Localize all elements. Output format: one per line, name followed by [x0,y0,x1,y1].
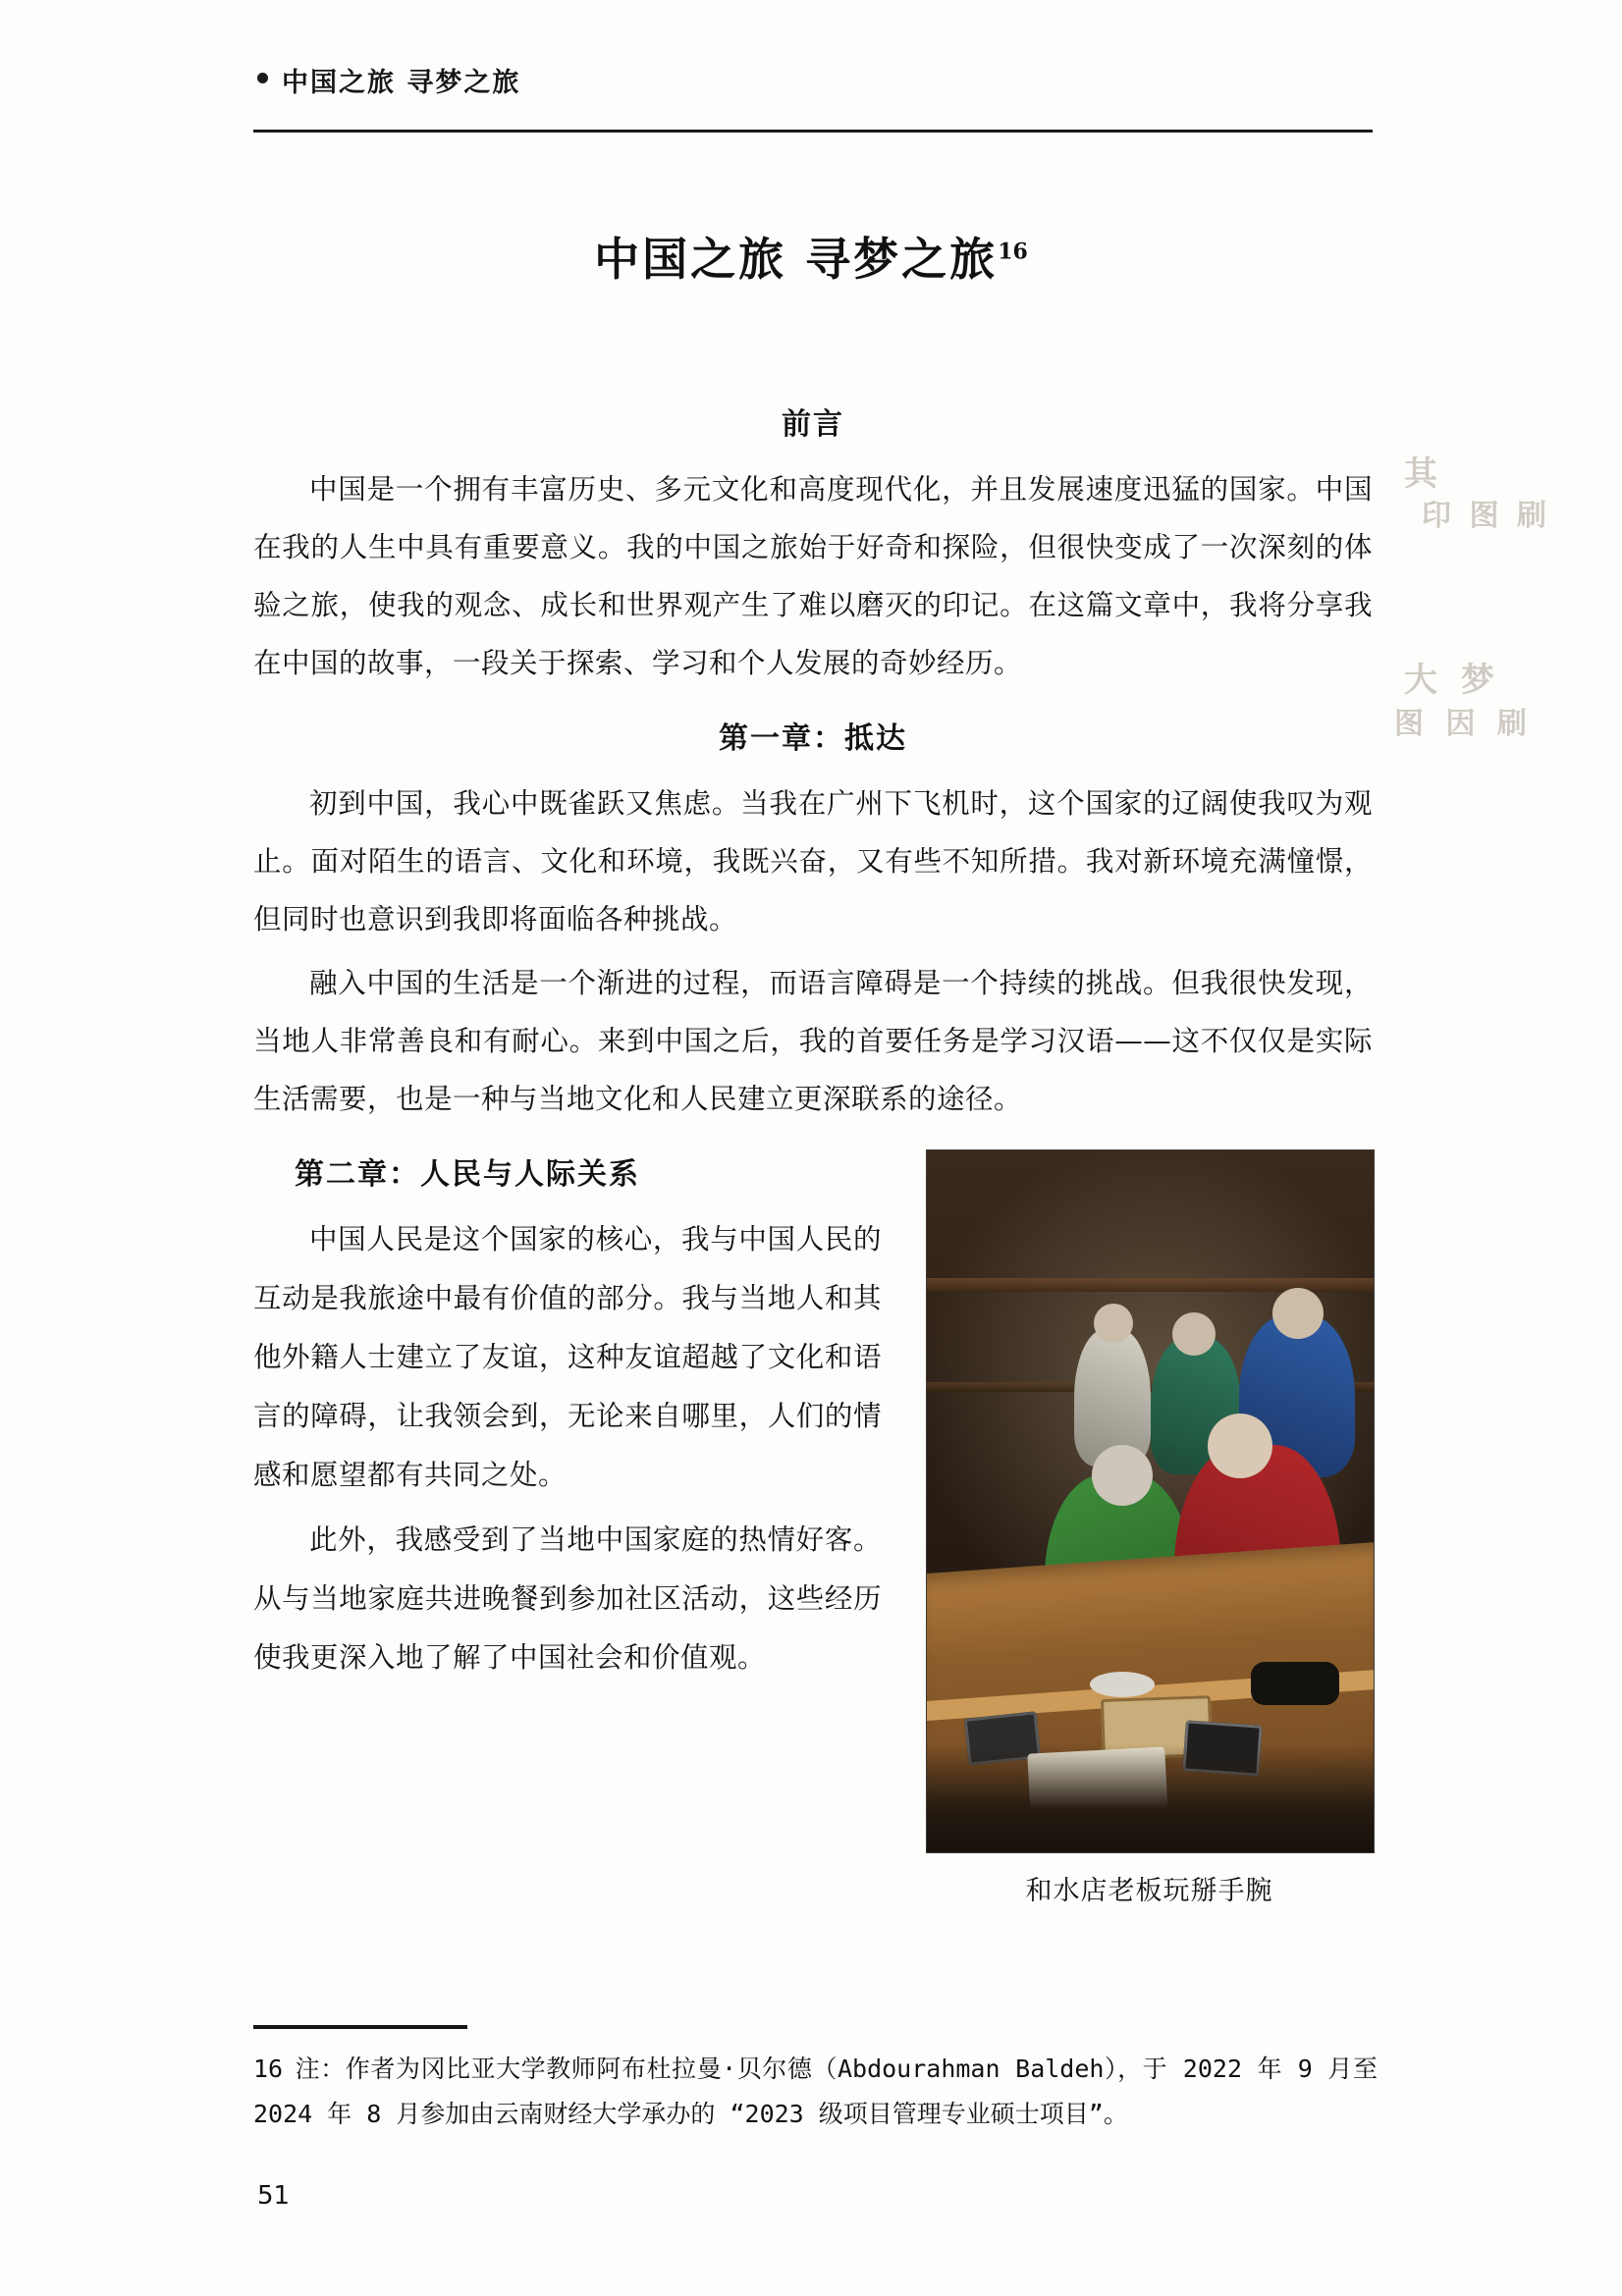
photo-person-middle-head [1172,1312,1216,1356]
photo-bag [1251,1662,1339,1705]
figure [926,1149,1373,1907]
section-heading-preface: 前言 [782,407,844,442]
footnote [253,2047,1378,2137]
article-body [253,378,1373,1906]
paragraph: 初到中国，我心中既雀跃又焦虑。当我在广州下飞机时，这个国家的辽阔使我叹为观止。面对陌生的语言、文化和环境，我既兴奋，又有些不知所措。我对新环境充满憧憬，但同时也意识到我即将面临各种挑战。 [253,787,1373,935]
page-title [0,224,1622,289]
photo-person-green-head [1092,1445,1153,1506]
figure-caption: 和水店老板玩掰手腕 [1025,1876,1273,1906]
bleed-artifact-2: 印 图 刷 [1422,499,1550,533]
paragraph: 中国是一个拥有丰富历史、多元文化和高度现代化，并且发展速度迅猛的国家。中国在我的人生中具有重要意义。我的中国之旅始于好奇和探险，但很快变成了一次深刻的体验之旅，使我的观念、成长和世界观产生了难以磨灭的印记。在这篇文章中，我将分享我在中国的故事，一段关于探索、学习和个人发展的奇妙经历。 [253,473,1373,679]
section-heading-chapter1: 第一章：抵达 [719,721,907,756]
bullet-icon [257,73,268,83]
footnote-text: 注：作者为冈比亚大学教师阿布杜拉曼·贝尔德（Abdourahman Baldeh），于 2022 年 9 月至 2024 年 8 月参加由云南财经大学承办的 “2023 级项目管理专业硕士项目”。 [253,2055,1378,2128]
running-header-text: 中国之旅 寻梦之旅 [282,68,521,98]
photo-person-standing-head [1094,1304,1133,1343]
bleed-artifact-3: 大 梦 [1404,661,1500,700]
title-footnote-marker: 16 [998,239,1028,265]
arm-wrestling-photo [926,1149,1375,1853]
left-column [253,1149,882,1687]
paragraph: 此外，我感受到了当地中国家庭的热情好客。从与当地家庭共进晚餐到参加社区活动，这些经历使我更深入地了解了中国社会和价值观。 [253,1523,882,1674]
footnote-divider [253,2025,467,2029]
header-divider [253,130,1373,133]
bleed-artifact-1: 其 [1404,454,1441,494]
text-with-figure-section [253,1149,1373,1906]
photo-ashtray [1090,1672,1155,1697]
photo-person-blue-head [1272,1288,1324,1339]
paragraph: 融入中国的生活是一个渐进的过程，而语言障碍是一个持续的挑战。但我很快发现，当地人非常善良和有耐心。来到中国之后，我的首要任务是学习汉语——这不仅仅是实际生活需要，也是一种与当地文化和人民建立更深联系的途径。 [253,967,1373,1115]
section-heading-chapter2: 第二章：人民与人际关系 [295,1157,640,1192]
running-header [257,61,520,99]
page-number: 51 [257,2181,291,2211]
paragraph: 中国人民是这个国家的核心，我与中国人民的互动是我旅途中最有价值的部分。我与当地人和其他外籍人士建立了友谊，这种友谊超越了文化和语言的障碍，让我领会到，无论来自哪里，人们的情感和愿望都有共同之处。 [253,1223,882,1491]
photo-floor [927,1744,1374,1852]
photo-person-red-head [1208,1414,1272,1478]
bleed-artifact-4: 图 因 刷 [1394,707,1533,741]
footnote-number: 16 [253,2055,284,2083]
page-title-text: 中国之旅 寻梦之旅 [594,233,999,286]
